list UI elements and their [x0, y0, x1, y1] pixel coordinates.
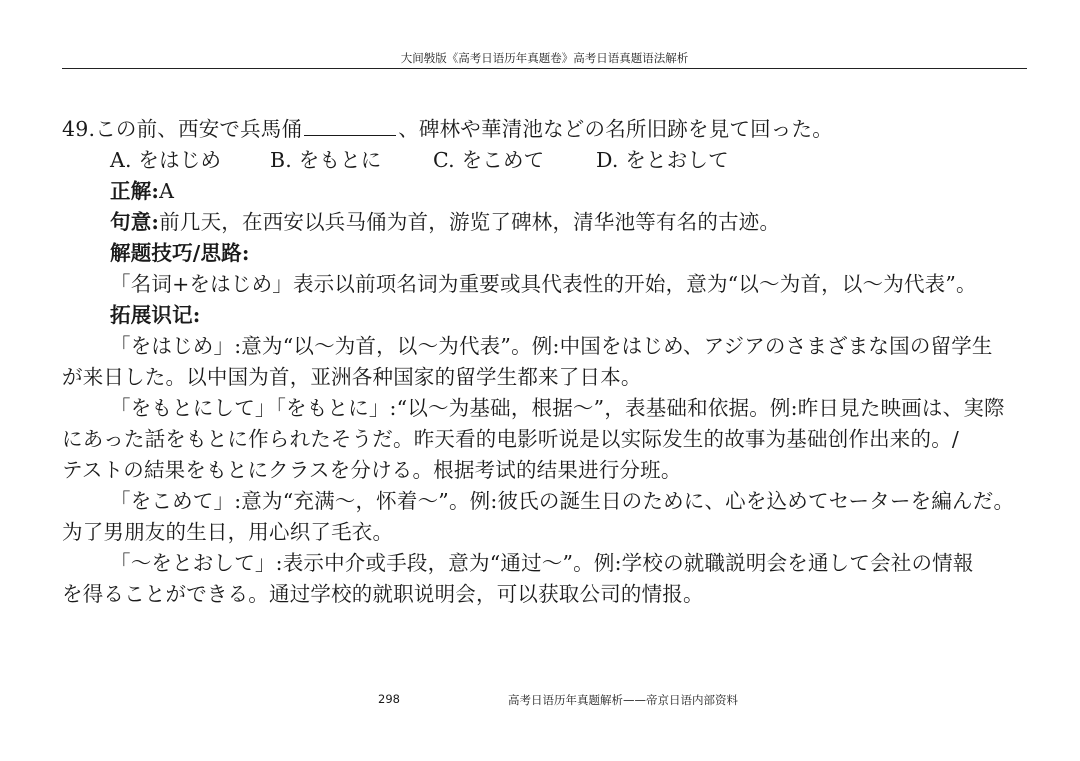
- question-stem: [62, 114, 1030, 145]
- stem-before: 49.この前、西安で兵馬俑: [62, 117, 303, 141]
- sentence-meaning-text: 前几天，在西安以兵马俑为首，游览了碑林，清华池等有名的古迹。: [159, 210, 781, 234]
- extension-line: 「をはじめ」:意为“以～为首，以～为代表”。例:中国をはじめ、アジアのさまざまな国の留学生: [110, 334, 993, 358]
- answer-options: [62, 145, 1030, 176]
- extension-line: 「をもとにして」「をもとに」:“以～为基础，根据～”，表基础和依据。例:昨日見た映画は、実際: [110, 396, 1005, 420]
- sentence-meaning: [62, 207, 1030, 238]
- page-header: 大间斅版《高考日语历年真题卷》高考日语真题语法解析: [400, 51, 689, 65]
- extension-line: が来日した。以中国为首，亚洲各种国家的留学生都来了日本。: [62, 365, 642, 389]
- header-divider: [62, 68, 1027, 69]
- option-c: C. をこめて: [433, 148, 545, 172]
- stem-after: 、碑林や華清池などの名所旧跡を見て回った。: [398, 117, 833, 141]
- option-a: A. をはじめ: [110, 148, 222, 172]
- extension-line: にあった話をもとに作られたそうだ。昨天看的电影听说是以实际发生的故事为基础创作出来的。/: [62, 427, 959, 451]
- extension-heading: 拓展识记:: [110, 303, 201, 327]
- correct-answer-value: A: [159, 179, 175, 203]
- tips-heading: 解题技巧/思路:: [110, 241, 250, 265]
- footer-title: 高考日语历年真题解析——帝京日语内部资料: [508, 693, 738, 707]
- correct-answer-label: 正解:: [110, 179, 160, 203]
- option-b: B. をもとに: [270, 148, 382, 172]
- extension-line: を得ることができる。通过学校的就职说明会，可以获取公司的情报。: [62, 582, 704, 606]
- tips-text: 「名词+をはじめ」表示以前项名词为重要或具代表性的开始，意为“以～为首，以～为代表”。: [110, 272, 977, 296]
- page-number: 298: [378, 692, 400, 706]
- answer-blank: [304, 115, 396, 136]
- option-d: D. をとおして: [596, 148, 729, 172]
- question-content: [62, 114, 1030, 610]
- extension-line: 为了男朋友的生日，用心织了毛衣。: [62, 520, 394, 544]
- extension-line: テストの結果をもとにクラスを分ける。根据考试的结果进行分班。: [62, 458, 682, 482]
- extension-line: 「をこめて」:意为“充满～，怀着～”。例:彼氏の誕生日のために、心を込めてセーターを編んだ。: [110, 489, 1015, 513]
- extension-line: 「～をとおして」:表示中介或手段，意为“通过～”。例:学校の就職説明会を通して会社の情報: [110, 551, 974, 575]
- correct-answer: [62, 176, 1030, 207]
- sentence-meaning-label: 句意:: [110, 210, 160, 234]
